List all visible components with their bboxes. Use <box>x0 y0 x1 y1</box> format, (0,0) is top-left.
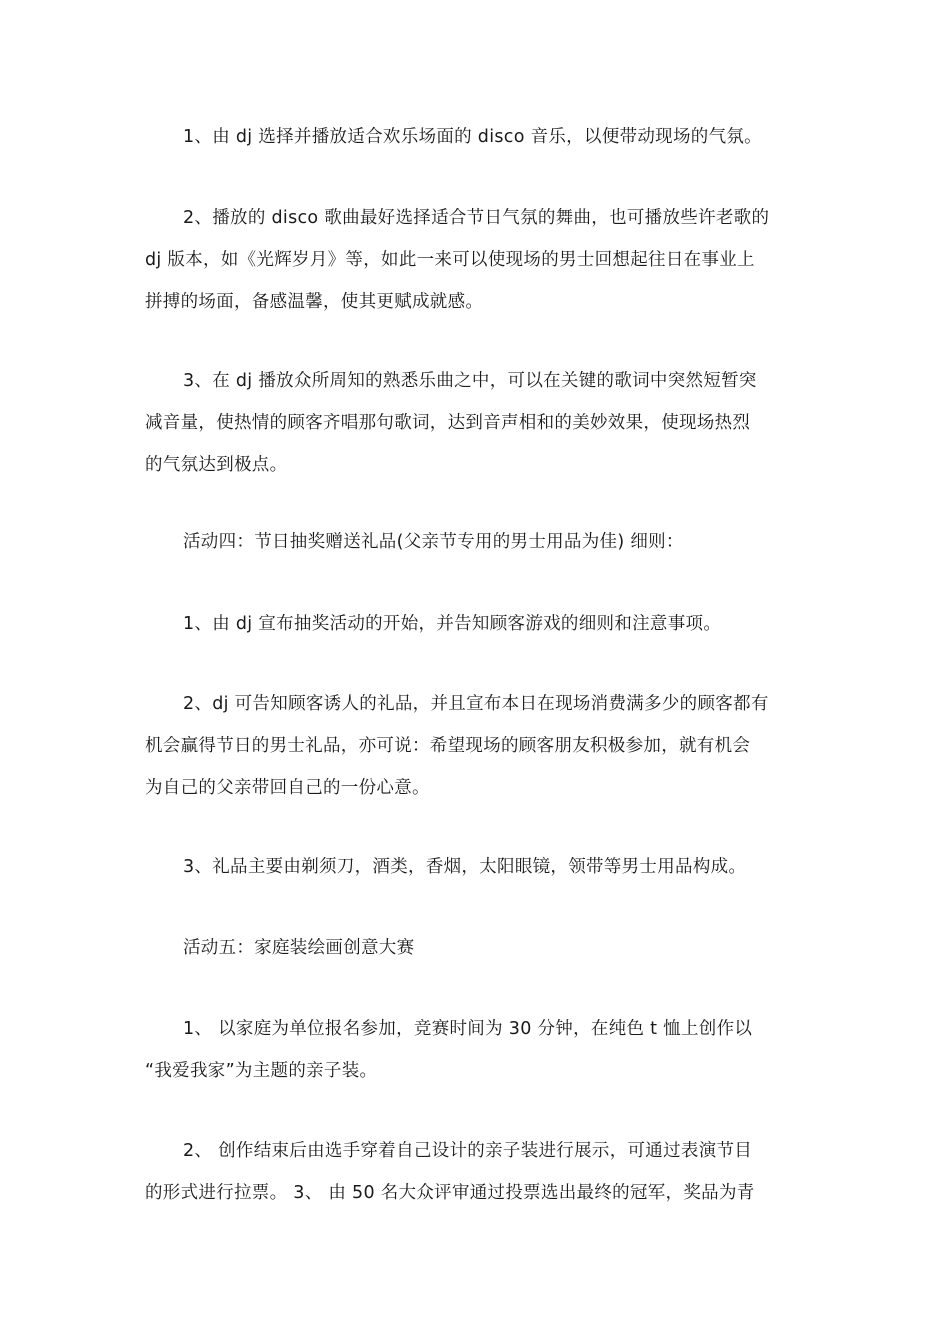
paragraph-disco-song-selection <box>145 197 810 323</box>
text-line: 的形式进行拉票。 3、 由 50 名大众评审通过投票选出最终的冠军，奖品为青 <box>145 1183 755 1203</box>
paragraph-dj-disco-music <box>145 116 810 158</box>
heading-activity-four <box>145 521 810 563</box>
text-line: dj 版本，如《光辉岁月》等，如此一来可以使现场的男士回想起往日在事业上 <box>145 250 755 270</box>
paragraph-showcase-voting <box>145 1130 810 1214</box>
text-line: 2、dj 可告知顾客诱人的礼品，并且宣布本日在现场消费满多少的顾客都有 <box>183 694 769 714</box>
paragraph-gift-items <box>145 846 810 888</box>
text-line: 活动五：家庭装绘画创意大赛 <box>183 938 415 958</box>
paragraph-gift-announcement <box>145 683 810 809</box>
text-line: 活动四：节日抽奖赠送礼品(父亲节专用的男士用品为佳) 细则： <box>183 532 684 552</box>
text-line: 为自己的父亲带回自己的一份心意。 <box>145 778 430 798</box>
paragraph-lottery-start <box>145 603 810 645</box>
text-line: 2、播放的 disco 歌曲最好选择适合节日气氛的舞曲，也可播放些许老歌的 <box>183 208 770 228</box>
text-line: 拼搏的场面，备感温馨，使其更赋成就感。 <box>145 292 484 312</box>
heading-activity-five <box>145 927 810 969</box>
text-line: 的气氛达到极点。 <box>145 455 288 475</box>
text-line: 减音量，使热情的顾客齐唱那句歌词，达到音声相和的美妙效果，使现场热烈 <box>145 413 751 433</box>
text-line: 1、由 dj 宣布抽奖活动的开始，并告知顾客游戏的细则和注意事项。 <box>183 614 722 634</box>
text-line: 机会赢得节日的男士礼品，亦可说：希望现场的顾客朋友积极参加，就有机会 <box>145 736 751 756</box>
text-line: 3、礼品主要由剃须刀，酒类，香烟，太阳眼镜，领带等男士用品构成。 <box>183 857 747 877</box>
text-line: “我爱我家”为主题的亲子装。 <box>145 1061 378 1081</box>
text-line: 1、 以家庭为单位报名参加，竞赛时间为 30 分钟，在纯色 t 恤上创作以 <box>183 1019 753 1039</box>
text-line: 2、 创作结束后由选手穿着自己设计的亲子装进行展示，可通过表演节目 <box>183 1141 753 1161</box>
paragraph-sing-along <box>145 360 810 486</box>
text-line: 3、在 dj 播放众所周知的熟悉乐曲之中，可以在关键的歌词中突然短暂突 <box>183 371 757 391</box>
text-line: 1、由 dj 选择并播放适合欢乐场面的 disco 音乐，以便带动现场的气氛。 <box>183 127 762 147</box>
paragraph-family-registration <box>145 1008 810 1092</box>
